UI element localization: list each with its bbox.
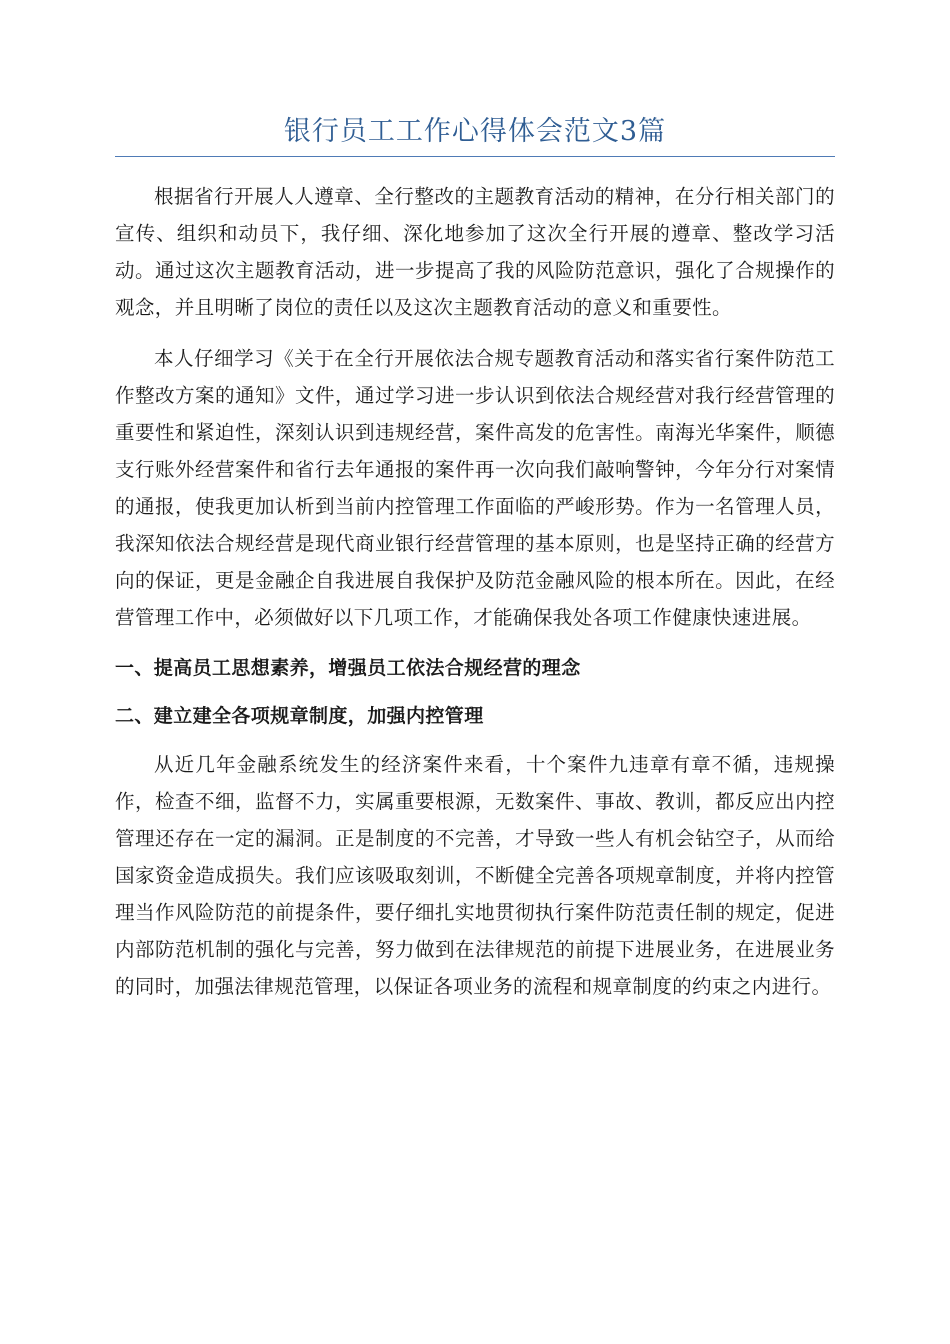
document-body: [115, 178, 835, 1019]
paragraph-regulations: 从近几年金融系统发生的经济案件来看，十个案件九违章有章不循，违规操作，检查不细，监督不力，实属重要根源，无数案件、事故、教训，都反应出内控管理还存在一定的漏洞。正是制度的不完善，才导致一些人有机会钻空子，从而给国家资金造成损失。我们应该吸取刻训，不断健全完善各项规章制度，并将内控管理当作风险防范的前提条件，要仔细扎实地贯彻执行案件防范责任制的规定，促进内部防范机制的强化与完善，努力做到在法律规范的前提下进展业务，在进展业务的同时，加强法律规范管理，以保证各项业务的流程和规章制度的约束之内进行。: [115, 753, 835, 998]
title-block: [115, 112, 835, 157]
paragraph-study: 本人仔细学习《关于在全行开展依法合规专题教育活动和落实省行案件防范工作整改方案的通知》文件，通过学习进一步认识到依法合规经营对我行经营管理的重要性和紧迫性，深刻认识到违规经营，案件高发的危害性。南海光华案件，顺德支行账外经营案件和省行去年通报的案件再一次向我们敲响警钟，今年分行对案情的通报，使我更加认析到当前内控管理工作面临的严峻形势。作为一名管理人员，我深知依法合规经营是现代商业银行经营管理的基本原则，也是坚持正确的经营方向的保证，更是金融企自我进展自我保护及防范金融风险的根本所在。因此，在经营管理工作中，必须做好以下几项工作，才能确保我处各项工作健康快速进展。: [115, 347, 835, 629]
document-title: 银行员工工作心得体会范文3篇: [283, 116, 667, 147]
section-heading-2: 二、建立建全各项规章制度，加强内控管理: [115, 705, 484, 727]
section-heading-1: 一、提高员工思想素养，增强员工依法合规经营的理念: [115, 657, 581, 679]
paragraph-intro: 根据省行开展人人遵章、全行整改的主题教育活动的精神，在分行相关部门的宣传、组织和动员下，我仔细、深化地参加了这次全行开展的遵章、整改学习活动。通过这次主题教育活动，进一步提高了我的风险防范意识，强化了合规操作的观念，并且明晰了岗位的责任以及这次主题教育活动的意义和重要性。: [115, 185, 835, 319]
